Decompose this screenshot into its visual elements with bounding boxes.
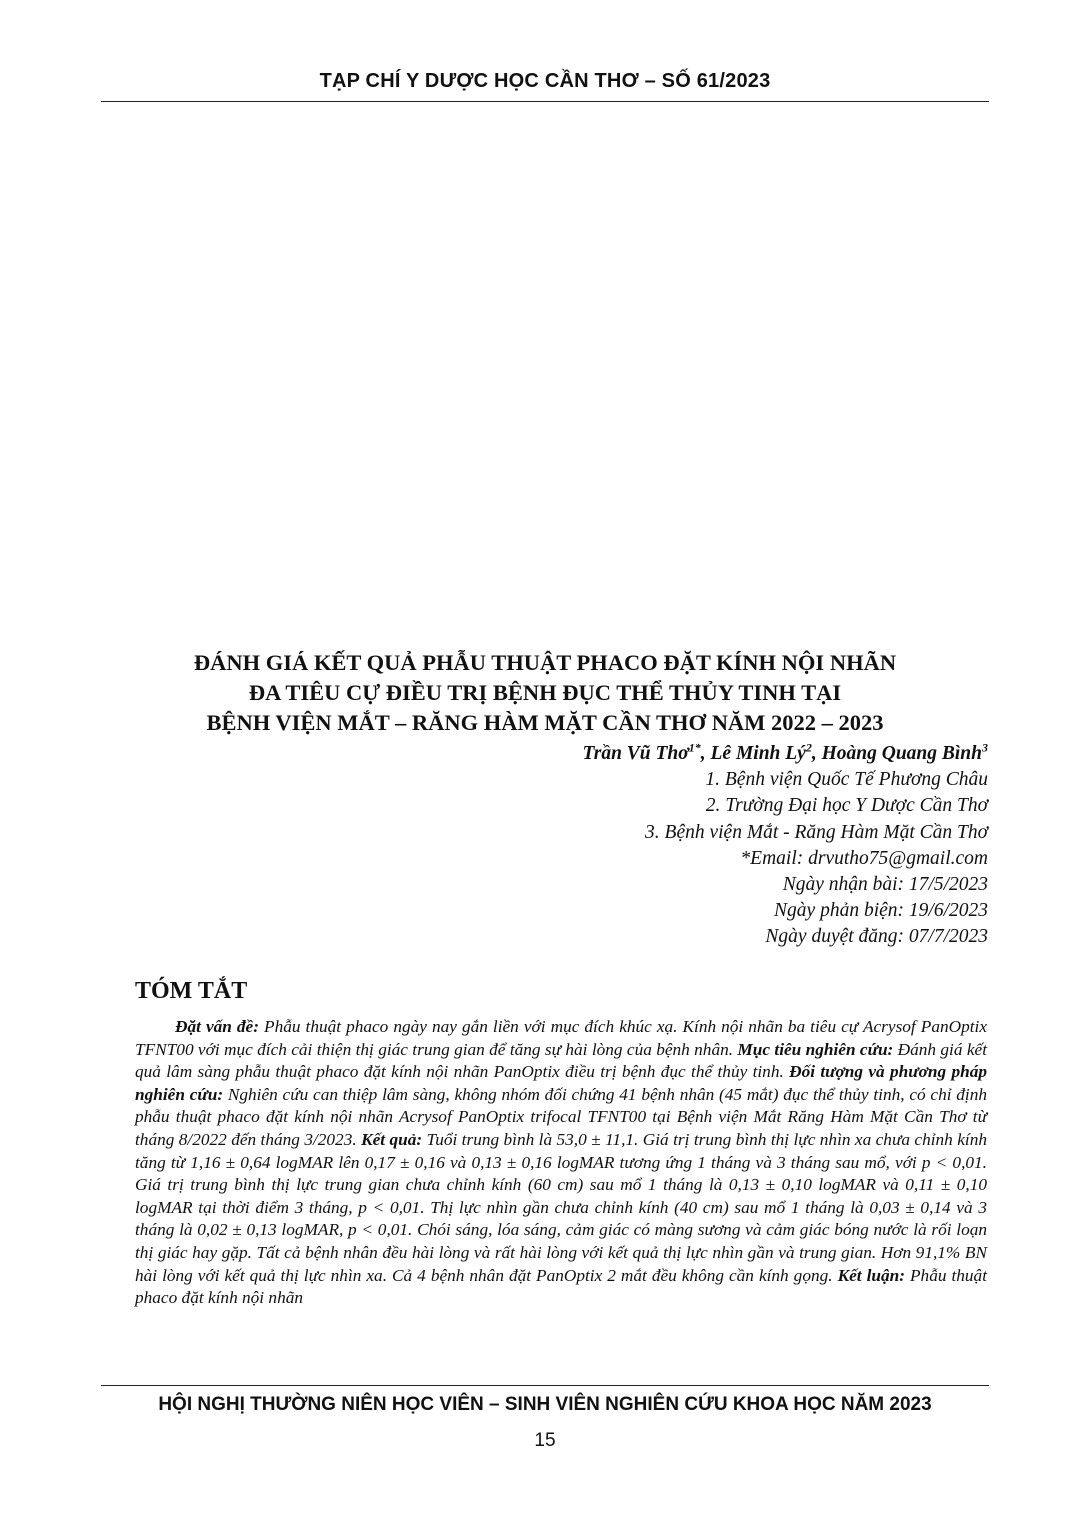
abstract-text: Phẫu thuật phaco đặt kính nội nhãn: [135, 1265, 987, 1308]
author-sep: ,: [811, 743, 822, 764]
abstract-label: Đặt vấn đề:: [175, 1017, 259, 1036]
abstract-text: Tuổi trung bình là 53,0 ± 11,1. Giá trị trung bình thị lực nhìn xa chưa chỉnh kính tăng từ 1,16 ± 0,64 logMAR lên 0,17 ± 0,16 và 0,13 ± 0,16 logMAR tương ứng 1 tháng và 3 tháng sau mổ, với p < 0,01. Giá trị trung bình thị lực trung gian chưa chỉnh kính (60 cm) sau mổ 1 tháng là 0,13 ± 0,10 logMAR và 0,11 ± 0,10 logMAR tại thời điểm 3 tháng, p < 0,01. Thị lực nhìn gần chưa chỉnh kính (40 cm) sau mổ 1 tháng là 0,03 ± 0,14 và 3 tháng là 0,02 ± 0,13 logMAR, p < 0,01. Chói sáng, lóa sáng, cảm giác có màng sương và cảm giác bóng nước là rối loạn thị giác hay gặp. Tất cả bệnh nhân đều hài lòng và rất hài lòng với kết quả thị lực nhìn gần và trung gian. Hơn 91,1% BN hài lòng với kết quả thị lực nhìn xa. Cả 4 bệnh nhân đặt PanOptix 2 mắt đều không cần kính gọng.: [135, 1129, 987, 1285]
affiliation: 1. Bệnh viện Quốc Tế Phương Châu: [705, 769, 988, 791]
abstract-label: Kết luận:: [837, 1265, 905, 1285]
title-line: ĐÁNH GIÁ KẾT QUẢ PHẪU THUẬT PHACO ĐẶT KÍNH NỘI NHÃN: [193, 650, 897, 675]
footer-divider: [101, 1385, 989, 1386]
abstract-label: Kết quả:: [361, 1129, 423, 1149]
article-title: [101, 648, 989, 738]
date-reviewed: Ngày phản biện: 19/6/2023: [774, 900, 988, 922]
title-line: ĐA TIÊU CỰ ĐIỀU TRỊ BỆNH ĐỤC THỂ THỦY TINH TẠI: [248, 680, 842, 705]
affiliation: 3. Bệnh viện Mắt - Răng Hàm Mặt Cần Thơ: [645, 821, 988, 843]
author-sep: ,: [700, 743, 711, 764]
abstract-heading: TÓM TẮT: [135, 978, 248, 1004]
author-sup: 2: [805, 740, 812, 755]
abstract-text: Đánh giá kết quả lâm sàng phẫu thuật phaco đặt kính nội nhãn PanOptix điều trị bệnh đục thể thủy tinh.: [135, 1039, 987, 1082]
abstract-label: Mục tiêu nghiên cứu:: [737, 1039, 894, 1059]
article-meta: [583, 741, 988, 951]
date-received: Ngày nhận bài: 17/5/2023: [782, 874, 988, 896]
title-line: BỆNH VIỆN MẮT – RĂNG HÀM MẶT CẦN THƠ NĂM 2022 – 2023: [206, 710, 884, 735]
header-divider: [101, 101, 989, 102]
author-name: Trần Vũ Thơ: [582, 743, 689, 764]
author-list: [583, 741, 988, 767]
conference-footer: HỘI NGHỊ THƯỜNG NIÊN HỌC VIÊN – SINH VIÊN NGHIÊN CỨU KHOA HỌC NĂM 2023: [158, 1394, 932, 1415]
affiliation: 2. Trường Đại học Y Dược Cần Thơ: [705, 795, 988, 817]
author-name: Hoàng Quang Bình: [821, 743, 982, 764]
journal-header: TẠP CHÍ Y DƯỢC HỌC CẦN THƠ – SỐ 61/2023: [319, 70, 771, 92]
author-sup: 3: [982, 740, 988, 755]
abstract-text: Phẫu thuật phaco ngày nay gắn liền với mục đích khúc xạ. Kính nội nhãn ba tiêu cự Acrysof PanOptix TFNT00 với mục đích cải thiện thị giác trung gian để tăng sự hài lòng của bệnh nhân.: [135, 1017, 987, 1059]
date-accepted: Ngày duyệt đăng: 07/7/2023: [765, 926, 988, 948]
page-number: 15: [534, 1430, 556, 1451]
abstract-body: [135, 1016, 987, 1310]
author-sup: 1*: [688, 740, 701, 755]
abstract-text: Nghiên cứu can thiệp lâm sàng, không nhóm đối chứng 41 bệnh nhân (45 mắt) đục thể thủy tinh, có chỉ định phẫu thuật phaco đặt kính nội nhãn Acrysof PanOptix trifocal TFNT00 tại Bệnh viện Mắt Răng Hàm Mặt Cần Thơ từ tháng 8/2022 đến tháng 3/2023.: [135, 1084, 988, 1149]
author-name: Lê Minh Lý: [710, 743, 806, 764]
corresponding-email: *Email: drvutho75@gmail.com: [740, 847, 988, 869]
abstract-label: Đối tượng và phương pháp nghiên cứu:: [135, 1062, 987, 1104]
